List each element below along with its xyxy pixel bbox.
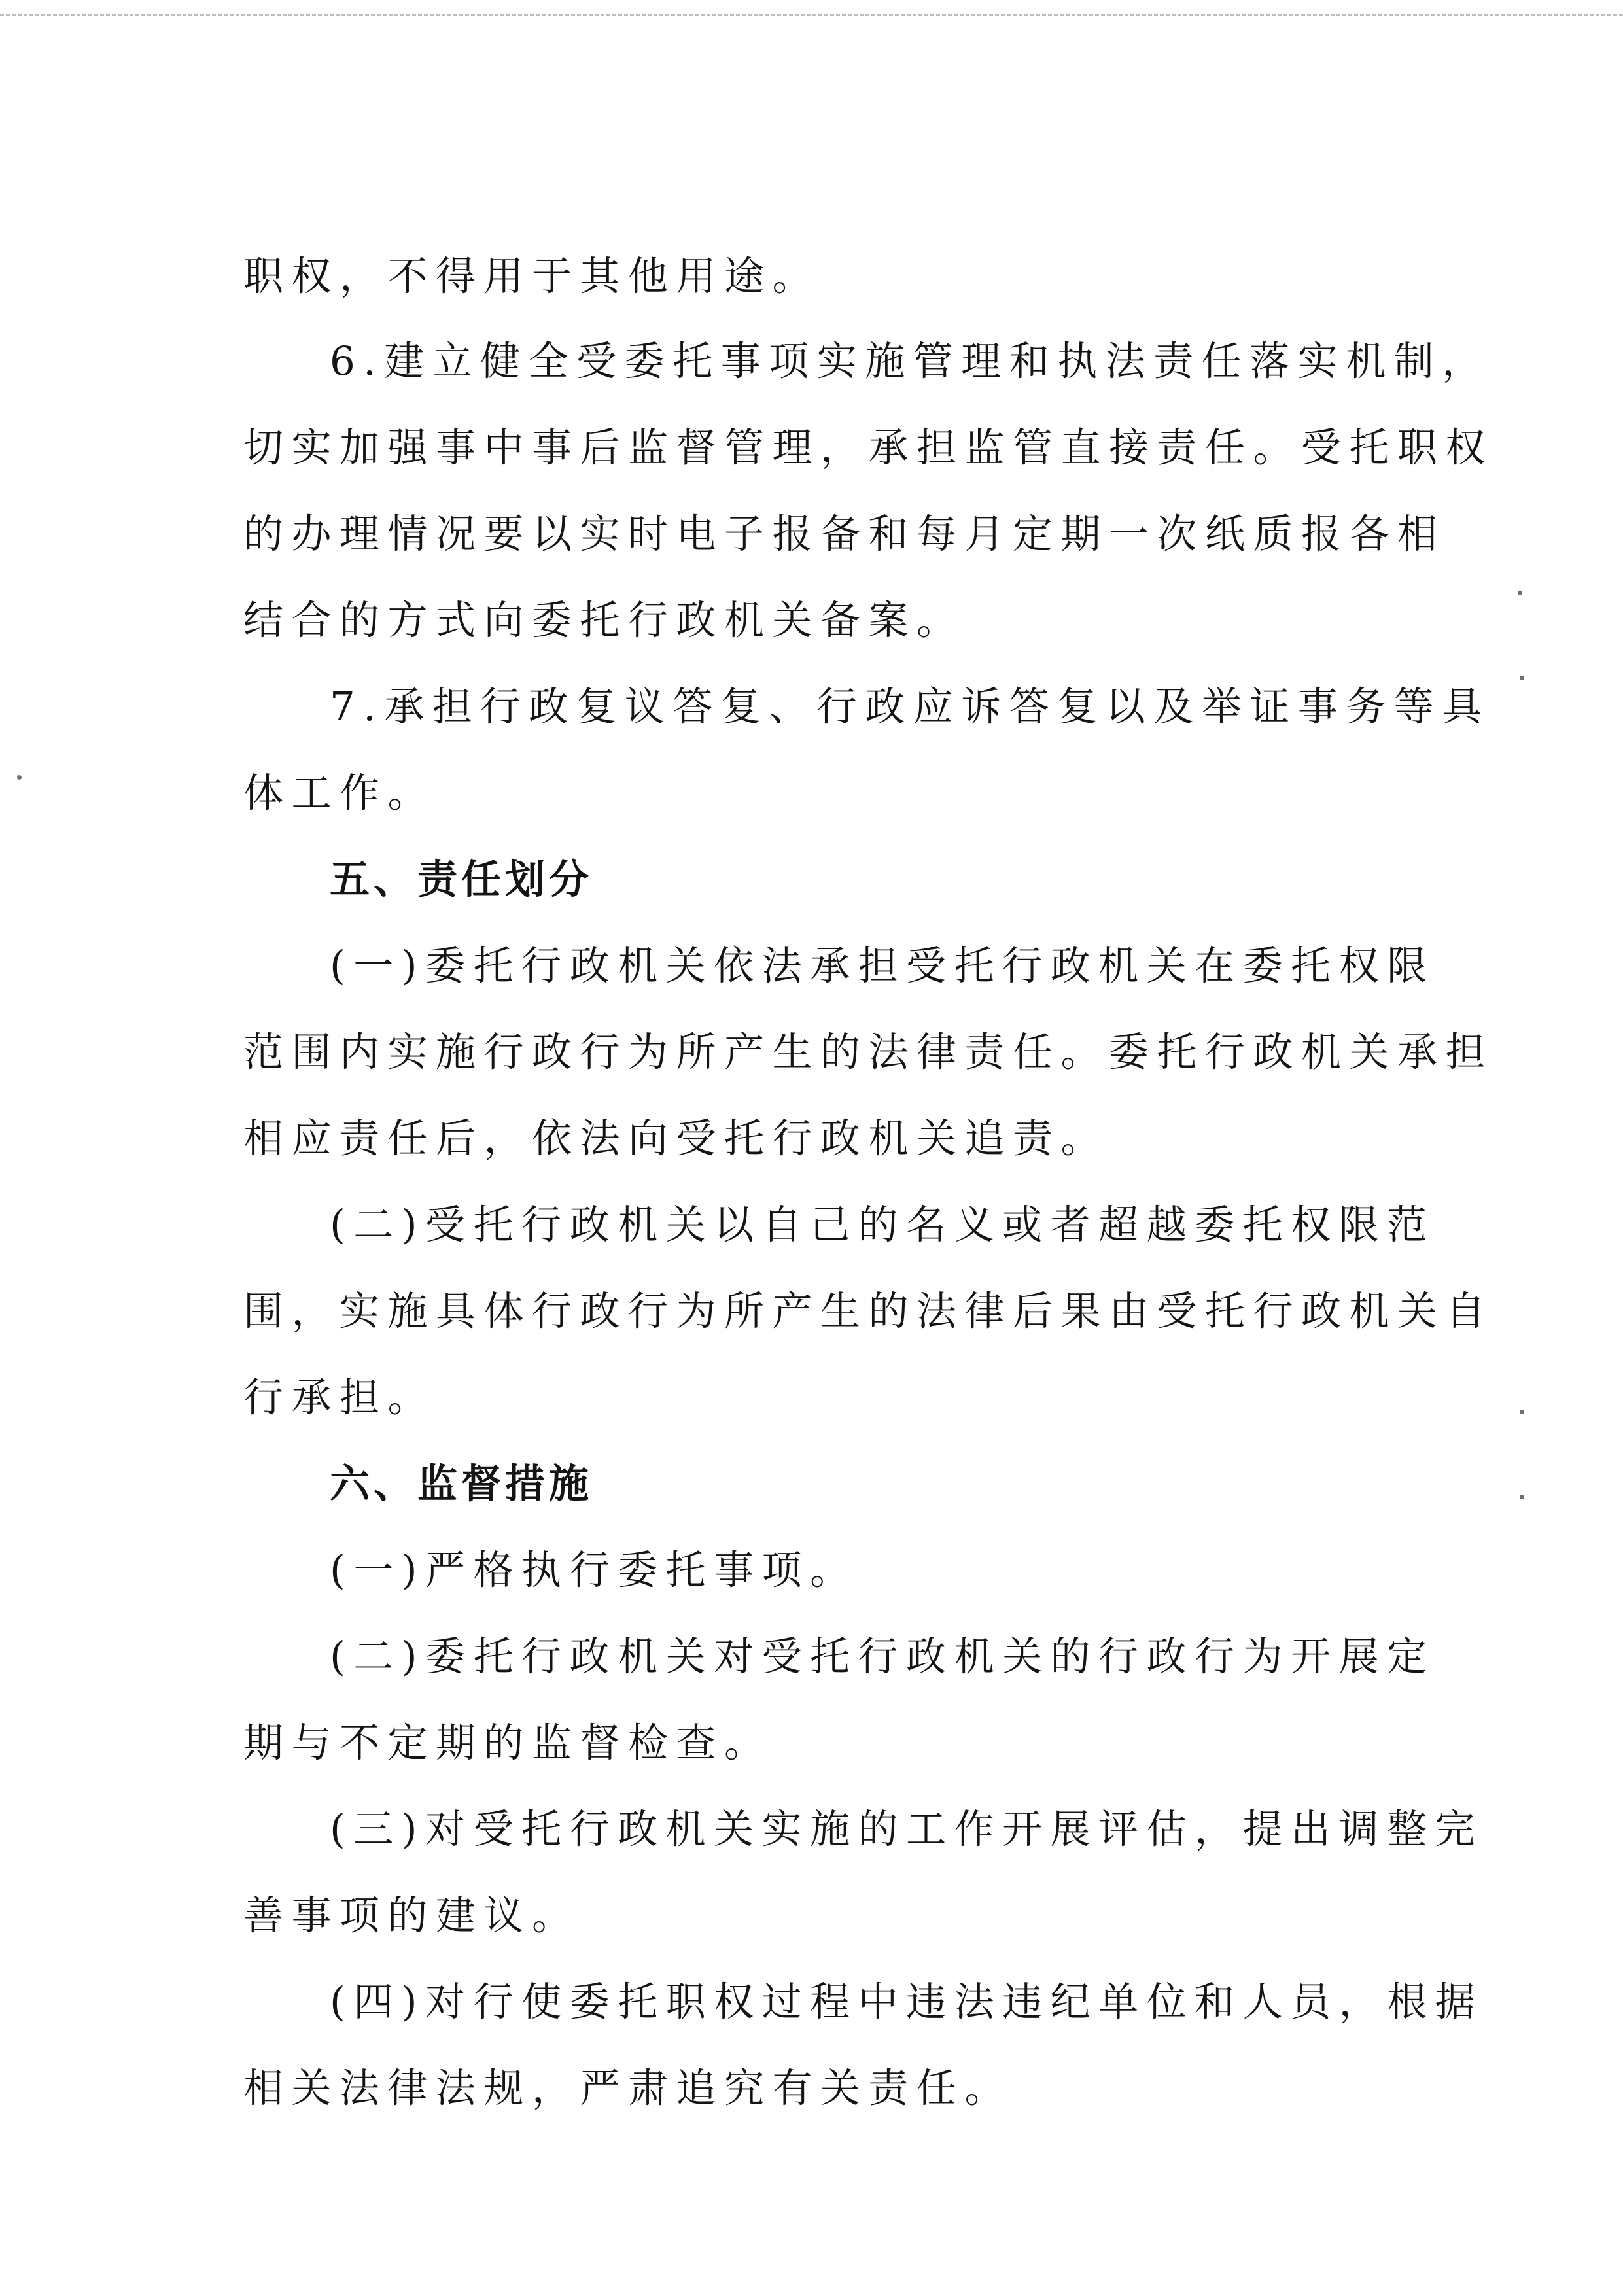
section-heading-6: 六、监督措施: [330, 1461, 593, 1507]
scan-speck: [17, 775, 22, 780]
text-line-1: 职权，不得用于其他用途。: [243, 253, 821, 300]
text-line-2: 6.建立健全受委托事项实施管理和执法责任落实机制，: [330, 338, 1490, 385]
text-line-20: 善事项的建议。: [243, 1892, 580, 1939]
text-line-14: 行承担。: [243, 1374, 436, 1421]
text-line-13: 围，实施具体行政行为所产生的法律后果由受托行政机关自: [243, 1288, 1494, 1334]
text-line-9: (一)委托行政机关依法承担受托行政机关在委托权限: [330, 943, 1435, 989]
text-line-17: (二)委托行政机关对受托行政机关的行政行为开展定: [330, 1633, 1435, 1680]
scan-speck: [1520, 1410, 1524, 1414]
scan-speck: [1520, 1495, 1524, 1499]
text-line-10: 范围内实施行政行为所产生的法律责任。委托行政机关承担: [243, 1029, 1494, 1075]
text-line-22: 相关法律法规，严肃追究有关责任。: [243, 2065, 1013, 2112]
text-line-4: 的办理情况要以实时电子报备和每月定期一次纸质报各相: [243, 511, 1446, 557]
text-line-21: (四)对行使委托职权过程中违法违纪单位和人员，根据: [330, 1979, 1484, 2025]
text-line-18: 期与不定期的监督检查。: [243, 1720, 773, 1766]
text-line-12: (二)受托行政机关以自己的名义或者超越委托权限范: [330, 1202, 1435, 1248]
text-line-5: 结合的方式向委托行政机关备案。: [243, 597, 965, 644]
text-line-7: 体工作。: [243, 770, 436, 816]
text-line-16: (一)严格执行委托事项。: [330, 1547, 858, 1593]
text-line-11: 相应责任后，依法向受托行政机关追责。: [243, 1115, 1109, 1162]
scan-speck: [1520, 676, 1524, 680]
scan-edge-line: [0, 14, 1623, 16]
scan-speck: [1518, 591, 1522, 595]
text-line-6: 7.承担行政复议答复、行政应诉答复以及举证事务等具: [330, 684, 1490, 730]
text-line-3: 切实加强事中事后监督管理，承担监管直接责任。受托职权: [243, 425, 1494, 471]
text-line-19: (三)对受托行政机关实施的工作开展评估，提出调整完: [330, 1806, 1484, 1852]
section-heading-5: 五、责任划分: [330, 856, 593, 903]
